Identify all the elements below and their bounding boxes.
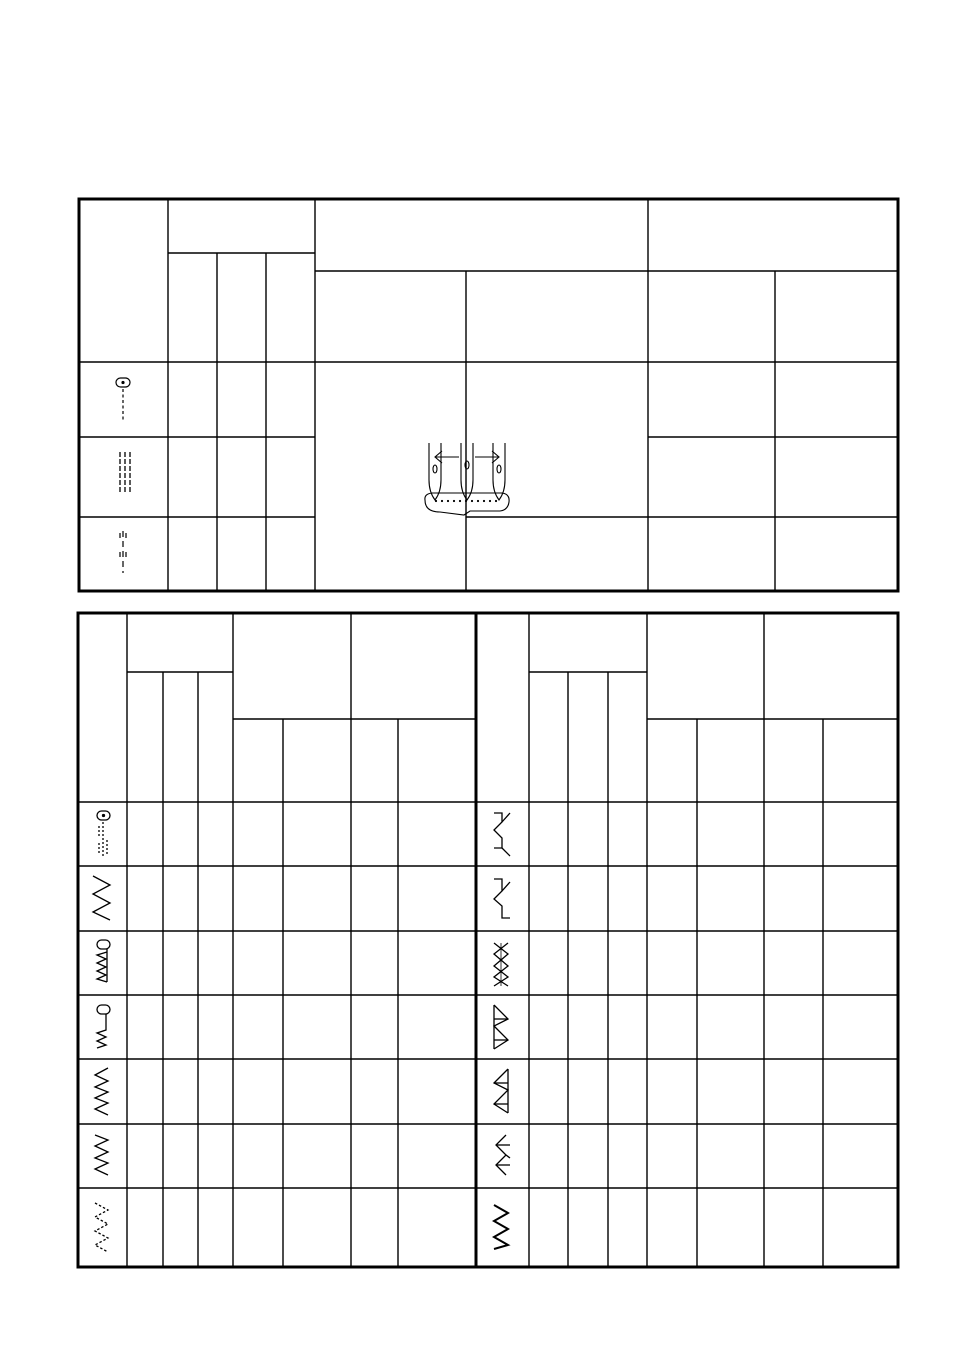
stretch-and-zigzag-settings-table [78,613,898,1267]
cross-stitch-icon [494,943,508,986]
straight-stitch-center-needle-icon [116,378,130,420]
overcasting-stitch-icon [97,1005,110,1048]
needle-position-shift-icon [425,443,509,515]
blind-hem-stretch-stitch-icon [494,813,510,856]
stretch-straight-stitch-icon [97,811,110,856]
overlock-stitch-icon [97,940,110,982]
blind-hem-stitch-icon [494,879,510,918]
multi-zigzag-stitch-icon [95,1068,108,1115]
zigzag-stitch-icon [93,876,110,920]
shell-tuck-stitch-icon [494,1069,508,1113]
tricot-stitch-icon [95,1135,108,1175]
dotted-zigzag-stitch-icon [95,1203,108,1252]
triple-straight-stitch-icon [120,452,130,494]
feather-stitch-icon [496,1135,510,1175]
triple-zigzag-stitch-icon [494,1205,508,1249]
basting-stitch-icon [120,531,126,573]
straight-stitch-settings-table [79,199,898,591]
triangle-stitch-icon [494,1005,508,1049]
